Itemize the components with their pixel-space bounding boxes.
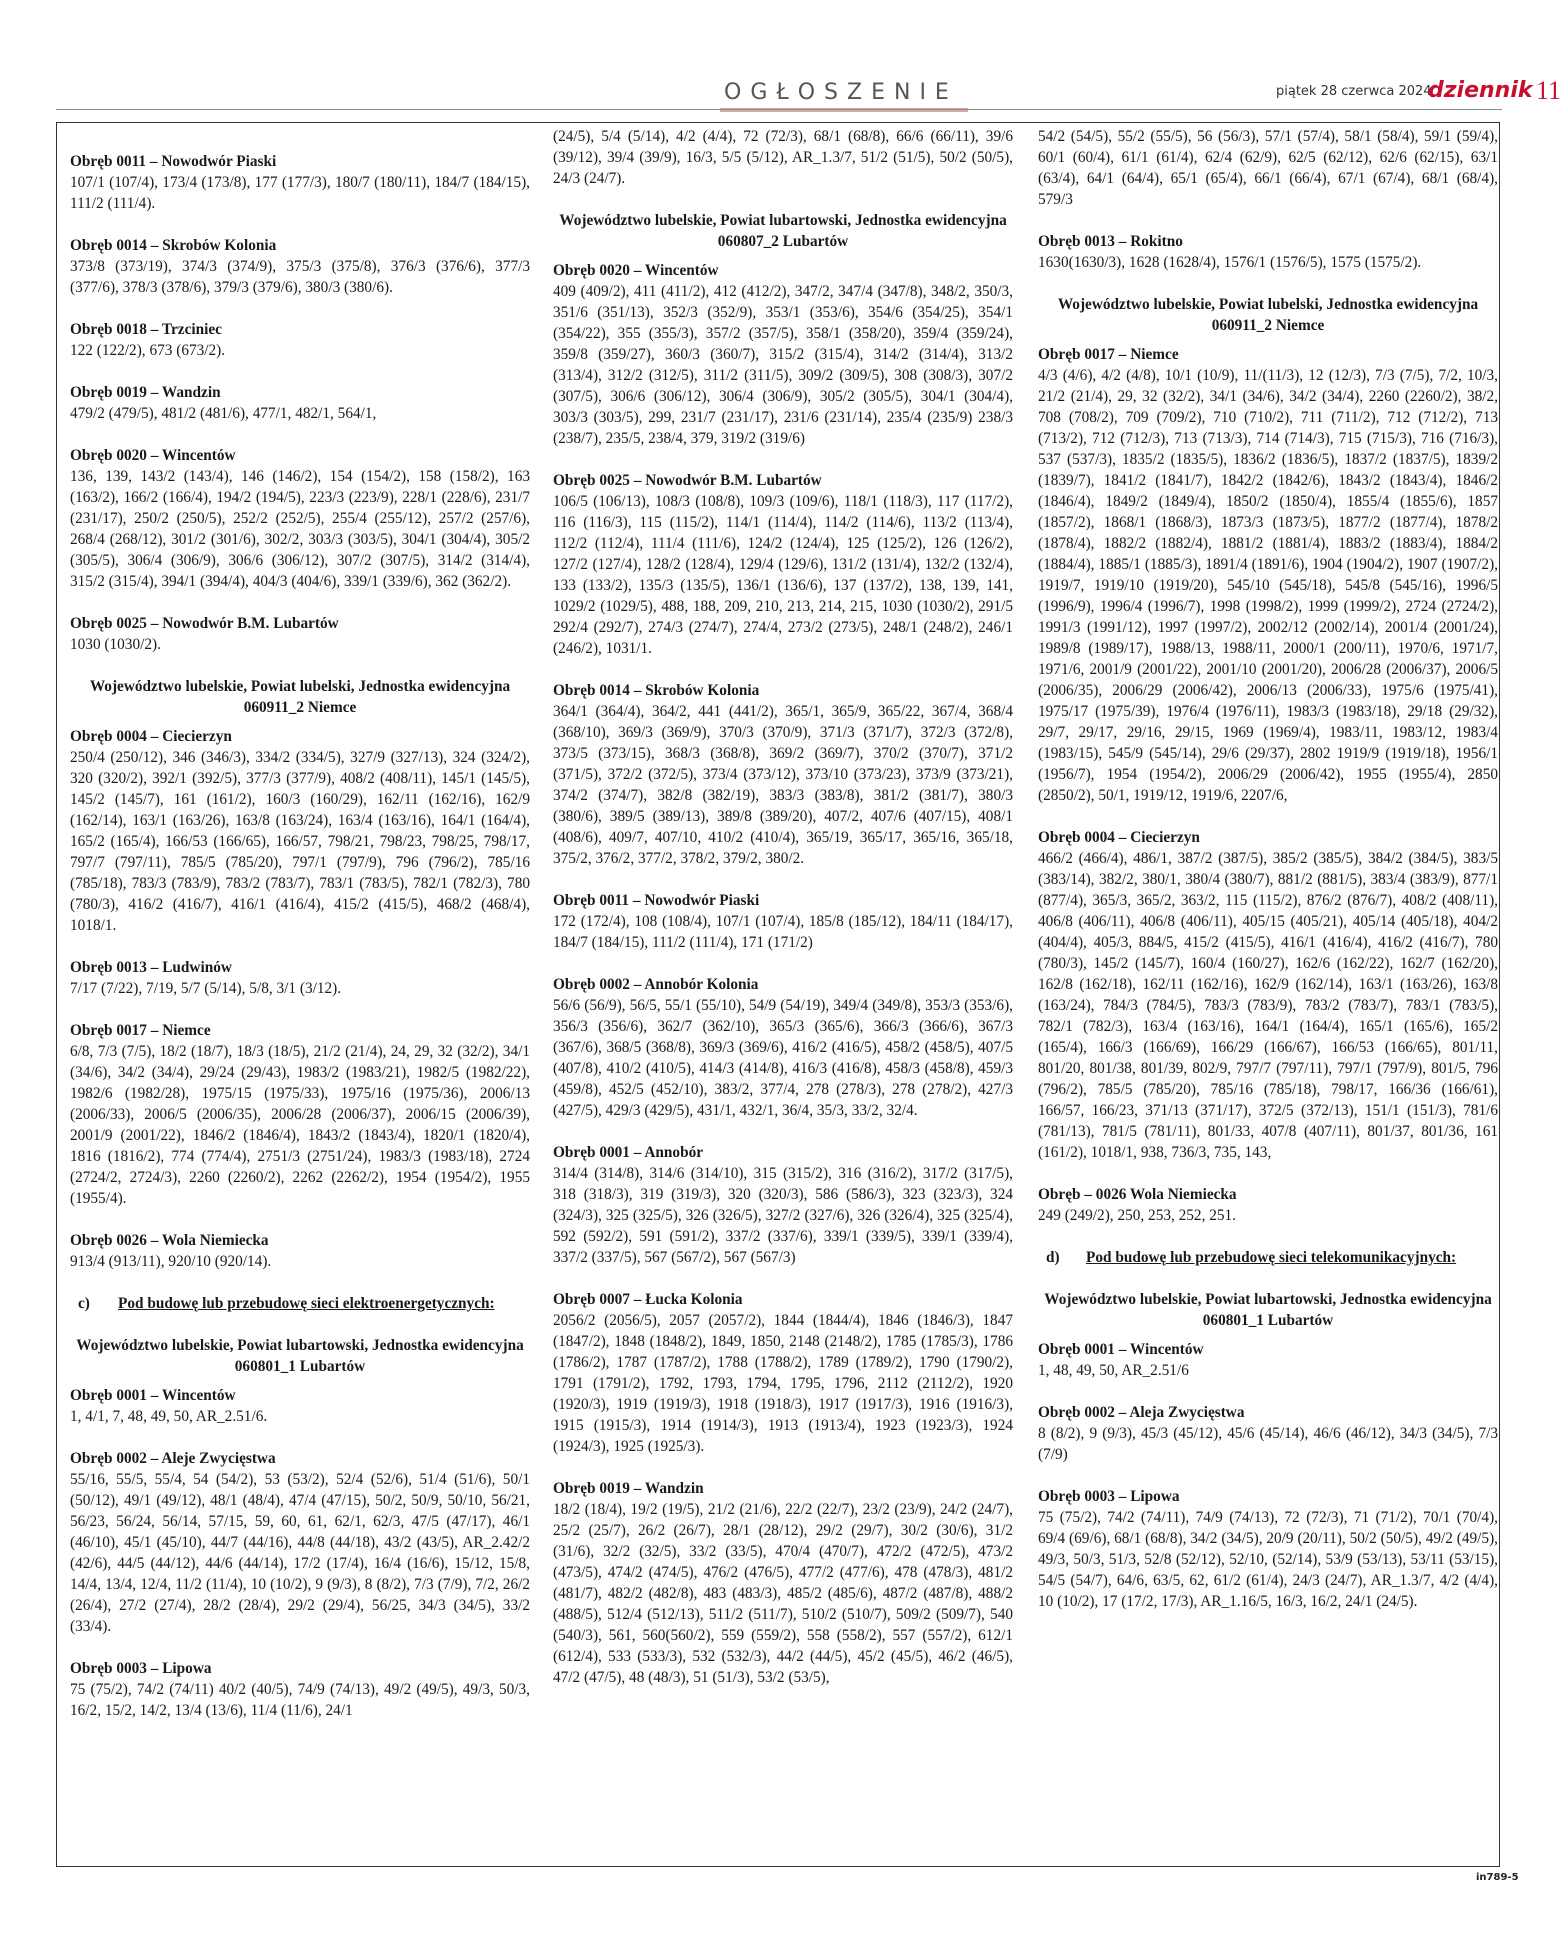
block-text: 122 (122/2), 673 (673/2).	[70, 342, 226, 359]
block-text: 136, 139, 143/2 (143/4), 146 (146/2), 154 (154/2), 158 (158/2), 163 (163/2), 166/2 (166/4), 194/2 (194/5), 223/3 (223/9), 228/1 (228/6), 231/7 (231/17), 250/2 (250/5), 252/2 (252/5), 255/4 (255/12), 257/2 (257/6), 268/4 (268/12), 301/2 (301/6), 302/2, 303/3 (303/5), 304/1 (304/4), 305/2 (305/5), 306/4 (306/9), 306/6 (306/12), 307/2 (307/5), 314/2 (314/4), 315/2 (315/4), 394/1 (394/4), 404/3 (404/6), 339/1 (339/6), 362 (362/2).	[70, 468, 530, 590]
parcel-block	[553, 1478, 1013, 1688]
parcel-block	[1038, 1184, 1498, 1226]
block-title: Obręb 0025 – Nowodwór B.M. Lubartów	[70, 615, 339, 632]
block-text: 172 (172/4), 108 (108/4), 107/1 (107/4), 185/8 (185/12), 184/11 (184/17), 184/7 (184/15), 111/2 (111/4), 171 (171/2)	[553, 913, 1013, 951]
parcel-block	[70, 382, 530, 424]
continued-text: 54/2 (54/5), 55/2 (55/5), 56 (56/3), 57/1 (57/4), 58/1 (58/4), 59/1 (59/4), 60/1 (60/4), 61/1 (61/4), 62/4 (62/9), 62/5 (62/12), 62/6 (62/15), 63/1 (63/4), 64/1 (64/4), 65/1 (65/4), 66/1 (66/4), 67/1 (67/4), 68/1 (68/4), 579/3	[1038, 128, 1498, 208]
section-label: c)	[78, 1295, 90, 1312]
block-title: Obręb 0011 – Nowodwór Piaski	[553, 892, 760, 909]
section-label: d)	[1046, 1249, 1060, 1266]
block-title: Obręb 0013 – Rokitno	[1038, 233, 1183, 250]
parcel-block	[553, 680, 1013, 869]
block-text: 1, 4/1, 7, 48, 49, 50, AR_2.51/6.	[70, 1408, 268, 1425]
block-title: Obręb 0001 – Wincentów	[70, 1387, 236, 1404]
parcel-block	[70, 319, 530, 361]
block-text: 7/17 (7/22), 7/19, 5/7 (5/14), 5/8, 3/1 (3/12).	[70, 980, 342, 997]
parcel-block	[70, 1658, 530, 1721]
block-title: Obręb 0014 – Skrobów Kolonia	[70, 237, 277, 254]
block-text: 249 (249/2), 250, 253, 252, 251.	[1038, 1207, 1237, 1224]
parcel-block	[70, 1448, 530, 1637]
block-text: 409 (409/2), 411 (411/2), 412 (412/2), 347/2, 347/4 (347/8), 348/2, 350/3, 351/6 (351/13), 352/3 (352/9), 353/1 (353/6), 354/6 (354/25), 354/1 (354/22), 355 (355/3), 357/2 (357/5), 358/1 (358/20), 359/4 (359/24), 359/8 (359/27), 360/3 (360/7), 315/2 (315/4), 314/2 (314/4), 313/2 (313/4), 312/2 (312/5), 311/2 (311/5), 309/2 (309/5), 308 (308/3), 307/2 (307/5), 306/6 (306/12), 306/4 (306/9), 305/2 (305/5), 304/1 (304/4), 303/3 (303/5), 299, 231/7 (231/17), 231/6 (231/14), 235/4 (235/9) 238/3 (238/7), 235/5, 238/4, 379, 319/2 (319/6)	[553, 283, 1013, 447]
block-title: Obręb 0003 – Lipowa	[70, 1660, 212, 1677]
block-title: Obręb 0017 – Niemce	[1038, 346, 1179, 363]
block-title: Obręb 0002 – Aleja Zwycięstwa	[1038, 1404, 1245, 1421]
parcel-block	[553, 1289, 1013, 1457]
column-3	[1038, 126, 1498, 1633]
block-title: Obręb 0018 – Trzciniec	[70, 321, 222, 338]
block-text: 55/16, 55/5, 55/4, 54 (54/2), 53 (53/2), 52/4 (52/6), 51/4 (51/6), 50/1 (50/12), 49/1 (49/12), 48/1 (48/4), 47/4 (47/15), 50/2, 50/9, 50/10, 56/21, 56/23, 56/24, 56/14, 57/15, 59, 60, 61, 62/1, 62/3, 47/5 (47/17), 46/1 (46/10), 45/1 (45/10), 44/7 (44/16), 44/8 (44/18), 43/2 (43/5), AR_2.42/2 (42/6), 44/5 (44/12), 44/6 (44/14), 17/2 (17/4), 16/4 (16/6), 15/12, 15/8, 14/4, 13/4, 12/4, 11/2 (11/4), 10 (10/2), 9 (9/3), 8 (8/2), 7/3 (7/9), 7/2, 26/2 (26/4), 27/2 (27/4), 28/2 (28/4), 29/2 (29/4), 56/25, 34/3 (34/5), 33/2 (33/4).	[70, 1471, 530, 1635]
block-text: 107/1 (107/4), 173/4 (173/8), 177 (177/3), 180/7 (180/11), 184/7 (184/15), 111/2 (111/4).	[70, 174, 530, 212]
parcel-block	[1038, 1486, 1498, 1612]
header-rule	[56, 109, 1502, 110]
block-text: 250/4 (250/12), 346 (346/3), 334/2 (334/5), 327/9 (327/13), 324 (324/2), 320 (320/2), 392/1 (392/5), 377/3 (377/9), 408/2 (408/11), 145/1 (145/5), 145/2 (145/7), 161 (161/2), 160/3 (160/29), 162/11 (162/16), 162/9 (162/14), 163/1 (163/26), 163/8 (163/24), 163/4 (163/16), 164/1 (164/4), 165/2 (165/4), 166/53 (166/65), 166/57, 798/21, 798/23, 798/25, 798/17, 797/7 (797/11), 785/5 (785/20), 797/1 (797/9), 796 (796/2), 785/16 (785/18), 783/3 (783/9), 783/2 (783/7), 783/1 (783/5), 782/1 (782/3), 780 (780/3), 416/2 (416/7), 416/1 (416/4), 415/2 (415/5), 468/2 (468/4), 1018/1.	[70, 749, 530, 934]
section-title: OGŁOSZENIE	[724, 80, 958, 105]
region-heading: Województwo lubelskie, Powiat lubartowski, Jednostka ewidencyjna 060801_1 Lubartów	[1044, 1291, 1492, 1329]
block-title: Obręb 0011 – Nowodwór Piaski	[70, 153, 277, 170]
block-text: 479/2 (479/5), 481/2 (481/6), 477/1, 482/1, 564/1,	[70, 405, 377, 422]
issue-date: piątek 28 czerwca 2024	[1276, 84, 1432, 99]
block-title: Obręb 0001 – Wincentów	[1038, 1341, 1204, 1358]
column-2	[553, 126, 1013, 1709]
column-1	[70, 126, 530, 1742]
block-title: Obręb 0019 – Wandzin	[553, 1480, 704, 1497]
parcel-block	[1038, 344, 1498, 806]
region-heading: Województwo lubelskie, Powiat lubelski, Jednostka ewidencyjna 060911_2 Niemce	[1057, 296, 1479, 334]
page-number: 11	[1536, 76, 1561, 105]
parcel-block	[553, 1142, 1013, 1268]
section-text: Pod budowę lub przebudowę sieci telekomunikacyjnych:	[1086, 1249, 1457, 1266]
block-title: Obręb 0014 – Skrobów Kolonia	[553, 682, 760, 699]
region-heading: Województwo lubelskie, Powiat lubelski, Jednostka ewidencyjna 060911_2 Niemce	[89, 678, 511, 716]
section-c-heading	[70, 1293, 530, 1314]
block-title: Obręb 0007 – Łucka Kolonia	[553, 1291, 743, 1308]
page-header	[56, 76, 1561, 112]
parcel-block	[553, 260, 1013, 449]
block-text: 8 (8/2), 9 (9/3), 45/3 (45/12), 45/6 (45/14), 46/6 (46/12), 34/3 (34/5), 7/3 (7/9)	[1038, 1425, 1498, 1463]
block-text: 75 (75/2), 74/2 (74/11), 74/9 (74/13), 72 (72/3), 71 (71/2), 70/1 (70/4), 69/4 (69/6), 68/1 (68/8), 34/2 (34/5), 20/9 (20/11), 50/2 (50/5), 49/2 (49/5), 49/3, 50/3, 51/3, 52/8 (52/12), 52/10, (52/14), 53/9 (53/13), 53/11 (53/15), 54/5 (54/7), 64/6, 63/5, 62, 61/2 (61/4), 24/3 (24/7), AR_1.3/7, 4/2 (4/4), 10 (10/2), 17 (17/2, 17/3), AR_1.16/5, 16/3, 16/2, 24/1 (24/5).	[1038, 1509, 1498, 1610]
parcel-block	[70, 613, 530, 655]
block-text: 373/8 (373/19), 374/3 (374/9), 375/3 (375/8), 376/3 (376/6), 377/3 (377/6), 378/3 (378/6), 379/3 (379/6), 380/3 (380/6).	[70, 258, 530, 296]
block-title: Obręb 0001 – Annobór	[553, 1144, 704, 1161]
parcel-block	[70, 235, 530, 298]
block-text: 106/5 (106/13), 108/3 (108/8), 109/3 (109/6), 118/1 (118/3), 117 (117/2), 116 (116/3), 115 (115/2), 114/1 (114/4), 114/2 (114/6), 113/2 (113/4), 112/2 (112/4), 111/4 (111/6), 124/2 (124/4), 125 (125/2), 126 (126/2), 127/2 (127/4), 128/2 (128/4), 129/4 (129/6), 131/2 (131/4), 132/2 (132/4), 133 (133/2), 135/3 (135/5), 136/1 (136/6), 137 (137/2), 138, 139, 141, 1029/2 (1029/5), 488, 188, 209, 210, 213, 214, 215, 1030 (1030/2), 291/5 292/4 (292/7), 274/3 (274/7), 274/4, 273/2 (273/5), 248/1 (248/2), 246/1 (246/2), 1031/1.	[553, 493, 1013, 657]
block-title: Obręb 0002 – Aleje Zwycięstwa	[70, 1450, 276, 1467]
parcel-block	[553, 470, 1013, 659]
parcel-block	[70, 445, 530, 592]
block-title: Obręb 0017 – Niemce	[70, 1022, 211, 1039]
block-text: 18/2 (18/4), 19/2 (19/5), 21/2 (21/6), 22/2 (22/7), 23/2 (23/9), 24/2 (24/7), 25/2 (25/7), 26/2 (26/7), 28/1 (28/12), 29/2 (29/7), 30/2 (30/6), 31/2 (31/6), 32/2 (32/5), 33/2 (33/5), 470/4 (470/7), 472/2 (472/5), 473/2 (473/5), 474/2 (474/5), 476/2 (476/5), 477/2 (477/6), 478 (478/3), 481/2 (481/7), 482/2 (482/8), 483 (483/3), 485/2 (485/6), 487/2 (487/8), 488/2 (488/5), 512/4 (512/13), 511/2 (511/7), 510/2 (510/7), 509/2 (509/7), 540 (540/3), 561, 560(560/2), 559 (559/2), 558 (558/2), 557 (557/2), 612/1 (612/4), 533 (533/3), 532 (532/3), 44/2 (44/5), 45/2 (45/5), 46/2 (46/5), 47/2 (47/5), 48 (48/3), 51 (51/3), 53/2 (53/5),	[553, 1501, 1013, 1686]
block-title: Obręb 0004 – Ciecierzyn	[1038, 829, 1200, 846]
block-title: Obręb 0026 – Wola Niemiecka	[70, 1232, 269, 1249]
block-title: Obręb 0020 – Wincentów	[70, 447, 236, 464]
section-d-heading	[1038, 1247, 1498, 1268]
block-text: 364/1 (364/4), 364/2, 441 (441/2), 365/1, 365/9, 365/22, 367/4, 368/4 (368/10), 369/3 (369/9), 370/3 (370/9), 371/3 (371/7), 372/3 (372/8), 373/5 (373/15), 368/3 (368/8), 369/2 (369/7), 370/2 (370/7), 371/2 (371/5), 372/2 (372/5), 373/4 (373/12), 373/10 (373/23), 373/9 (373/21), 374/2 (374/7), 382/8 (382/19), 383/3 (383/8), 381/2 (381/7), 380/3 (380/6), 389/5 (389/13), 389/8 (389/20), 407/2, 407/6 (407/15), 408/1 (408/6), 409/7, 407/10, 410/2 (410/4), 365/19, 365/17, 365/16, 365/18, 375/2, 376/2, 377/2, 378/2, 379/2, 380/2.	[553, 703, 1013, 867]
block-title: Obręb – 0026 Wola Niemiecka	[1038, 1186, 1237, 1203]
parcel-block	[553, 890, 1013, 953]
parcel-block	[70, 1020, 530, 1209]
parcel-block	[553, 974, 1013, 1121]
block-text: 1, 48, 49, 50, AR_2.51/6	[1038, 1362, 1189, 1379]
block-text: 6/8, 7/3 (7/5), 18/2 (18/7), 18/3 (18/5), 21/2 (21/4), 24, 29, 32 (32/2), 34/1 (34/6), 34/2 (34/4), 29/24 (29/43), 1983/2 (1983/21), 1982/5 (1982/22), 1982/6 (1982/28), 1975/15 (1975/33), 1975/16 (1975/36), 2006/13 (2006/33), 2006/5 (2006/35), 2006/28 (2006/37), 2006/15 (2006/39), 2001/9 (2001/22), 1846/2 (1846/4), 1843/2 (1843/4), 1820/1 (1820/4), 1816 (1816/2), 774 (774/4), 2751/3 (2751/24), 1983/3 (1983/18), 2724 (2724/2, 2724/3), 2260 (2260/2), 2262 (2262/2), 1954 (1954/2), 1955 (1955/4).	[70, 1043, 530, 1207]
block-title: Obręb 0003 – Lipowa	[1038, 1488, 1180, 1505]
parcel-block	[70, 1230, 530, 1272]
ad-code: in789-5	[1476, 1872, 1519, 1883]
block-title: Obręb 0020 – Wincentów	[553, 262, 719, 279]
block-text: 1030 (1030/2).	[70, 636, 161, 653]
block-text: 1630(1630/3), 1628 (1628/4), 1576/1 (1576/5), 1575 (1575/2).	[1038, 254, 1422, 271]
parcel-block	[1038, 1402, 1498, 1465]
block-text: 2056/2 (2056/5), 2057 (2057/2), 1844 (1844/4), 1846 (1846/3), 1847 (1847/2), 1848 (1848/2), 1849, 1850, 2148 (2148/2), 1785 (1785/3), 1786 (1786/2), 1787 (1787/2), 1788 (1788/2), 1789 (1789/2), 1790 (1790/2), 1791 (1791/2), 1792, 1793, 1794, 1795, 1796, 2112 (2112/2), 1920 (1920/3), 1919 (1919/3), 1918 (1918/3), 1917 (1917/3), 1916 (1916/3), 1915 (1915/3), 1914 (1914/3), 1913 (1913/4), 1923 (1923/3), 1924 (1924/3), 1925 (1925/3).	[553, 1312, 1013, 1455]
parcel-block	[70, 957, 530, 999]
block-text: 75 (75/2), 74/2 (74/11) 40/2 (40/5), 74/9 (74/13), 49/2 (49/5), 49/3, 50/3, 16/2, 15/2, 14/2, 13/4 (13/6), 11/4 (11/6), 24/1	[70, 1681, 530, 1719]
parcel-block	[70, 726, 530, 936]
parcel-block	[1038, 231, 1498, 273]
region-heading: Województwo lubelskie, Powiat lubartowski, Jednostka ewidencyjna 060807_2 Lubartów	[559, 212, 1007, 250]
block-text: 56/6 (56/9), 56/5, 55/1 (55/10), 54/9 (54/19), 349/4 (349/8), 353/3 (353/6), 356/3 (356/6), 362/7 (362/10), 365/3 (365/6), 366/3 (366/6), 367/3 (367/6), 368/5 (368/8), 369/3 (369/6), 416/2 (416/5), 458/2 (458/5), 407/5 (407/8), 410/2 (410/5), 414/3 (414/8), 416/3 (416/8), 458/3 (458/8), 459/3 (459/8), 452/5 (452/10), 383/2, 377/4, 278 (278/3), 278 (278/2), 427/3 (427/5), 429/3 (429/5), 431/1, 432/1, 36/4, 35/3, 33/2, 32/4.	[553, 997, 1013, 1119]
parcel-block	[70, 1385, 530, 1427]
parcel-block	[1038, 1339, 1498, 1381]
newspaper-logo: dziennik	[1428, 78, 1533, 103]
block-text: 466/2 (466/4), 486/1, 387/2 (387/5), 385/2 (385/5), 384/2 (384/5), 383/5 (383/14), 382/2, 380/1, 380/4 (380/7), 881/2 (881/5), 383/4 (383/9), 877/1 (877/4), 365/3, 365/2, 363/2, 115 (115/2), 876/2 (876/7), 408/2 (408/11), 406/8 (406/11), 406/8 (406/11), 405/15 (405/21), 405/14 (405/18), 404/2 (404/4), 405/3, 884/5, 415/2 (415/5), 416/1 (416/4), 416/2 (416/7), 780 (780/3), 145/2 (145/7), 160/4 (160/27), 162/6 (162/22), 162/7 (162/20), 162/8 (162/18), 162/11 (162/16), 162/9 (162/14), 163/1 (163/26), 163/8 (163/24), 784/3 (784/5), 783/3 (783/9), 783/2 (783/7), 783/1 (783/5), 782/1 (782/3), 163/4 (163/16), 164/1 (164/4), 165/1 (165/6), 165/2 (165/4), 166/3 (166/69), 166/29 (166/67), 166/53 (166/65), 801/11, 801/20, 801/38, 801/39, 802/9, 797/7 (797/11), 797/1 (797/9), 801/5, 796 (796/2), 785/5 (785/20), 785/16 (785/18), 798/17, 166/36 (166/61), 166/57, 166/23, 371/13 (371/17), 372/5 (372/13), 151/1 (151/3), 781/6 (781/13), 781/5 (781/11), 801/33, 407/8 (407/11), 801/37, 801/36, 161 (161/2), 1018/1, 938, 736/3, 735, 143,	[1038, 850, 1498, 1161]
block-title: Obręb 0019 – Wandzin	[70, 384, 221, 401]
block-text: 913/4 (913/11), 920/10 (920/14).	[70, 1253, 272, 1270]
block-title: Obręb 0002 – Annobór Kolonia	[553, 976, 759, 993]
continued-text: (24/5), 5/4 (5/14), 4/2 (4/4), 72 (72/3), 68/1 (68/8), 66/6 (66/11), 39/6 (39/12), 39/4 (39/9), 16/3, 5/5 (5/12), AR_1.3/7, 51/2 (51/5), 50/2 (50/5), 24/3 (24/7).	[553, 128, 1013, 187]
region-heading: Województwo lubelskie, Powiat lubartowski, Jednostka ewidencyjna 060801_1 Lubartów	[76, 1337, 524, 1375]
block-title: Obręb 0013 – Ludwinów	[70, 959, 232, 976]
section-text: Pod budowę lub przebudowę sieci elektroenergetycznych:	[118, 1295, 495, 1312]
parcel-block	[70, 151, 530, 214]
block-title: Obręb 0004 – Ciecierzyn	[70, 728, 232, 745]
block-text: 4/3 (4/6), 4/2 (4/8), 10/1 (10/9), 11/(11/3), 12 (12/3), 7/3 (7/5), 7/2, 10/3, 21/2 (21/4), 29, 32 (32/2), 34/1 (34/6), 34/2 (34/4), 2260 (2260/2), 38/2, 708 (708/2), 709 (709/2), 710 (710/2), 711 (711/2), 712 (712/2), 713 (713/2), 712 (712/3), 713 (713/3), 714 (714/3), 715 (715/3), 716 (716/3), 537 (537/3), 1835/2 (1835/5), 1836/2 (1836/5), 1837/2 (1837/5), 1839/2 (1839/7), 1841/2 (1841/7), 1842/2 (1842/6), 1843/2 (1843/4), 1846/2 (1846/4), 1849/2 (1849/4), 1850/2 (1850/4), 1855/4 (1855/6), 1857 (1857/2), 1868/1 (1868/3), 1873/3 (1873/5), 1877/2 (1877/4), 1878/2 (1878/4), 1882/2 (1882/4), 1881/2 (1881/4), 1883/2 (1883/4), 1884/2 (1884/4), 1885/1 (1885/3), 1891/4 (1891/6), 1904 (1904/2), 1907 (1907/2), 1919/7, 1919/10 (1919/20), 545/10 (545/18), 545/8 (545/16), 1996/5 (1996/9), 1996/4 (1996/7), 1998 (1998/2), 1999 (1999/2), 2724 (2724/2), 1991/3 (1991/12), 1997 (1997/2), 2002/12 (2002/14), 2001/4 (2001/24), 1989/8 (1989/17), 1988/13, 1988/11, 2000/1 (200/11), 1970/6, 1971/7, 1971/6, 2001/9 (2001/22), 2001/10 (2001/20), 2006/28 (2006/37), 2006/5 (2006/35), 2006/29 (2006/42), 2006/13 (2006/33), 1975/6 (1975/41), 1975/17 (1975/39), 1976/4 (1976/11), 1983/3 (1983/18), 29/18 (29/32), 29/7, 29/17, 29/16, 29/15, 1969 (1969/4), 1983/11, 1983/12, 1983/4 (1983/15), 545/9 (545/14), 29/6 (29/37), 2802 1919/9 (1919/18), 1956/1 (1956/7), 1954 (1954/2), 2006/29 (2006/42), 1955 (1955/4), 2850 (2850/2), 50/1, 1919/12, 1919/6, 2207/6,	[1038, 367, 1498, 804]
block-title: Obręb 0025 – Nowodwór B.M. Lubartów	[553, 472, 822, 489]
block-text: 314/4 (314/8), 314/6 (314/10), 315 (315/2), 316 (316/2), 317/2 (317/5), 318 (318/3), 319 (319/3), 320 (320/3), 586 (586/3), 323 (323/3), 324 (324/3), 325 (325/5), 326 (326/5), 327/2 (327/6), 326 (326/4), 325 (325/4), 592 (592/2), 591 (591/2), 337/2 (337/6), 339/1 (339/5), 339/1 (339/4), 337/2 (337/5), 567 (567/2), 567 (567/3)	[553, 1165, 1013, 1266]
parcel-block	[1038, 827, 1498, 1163]
